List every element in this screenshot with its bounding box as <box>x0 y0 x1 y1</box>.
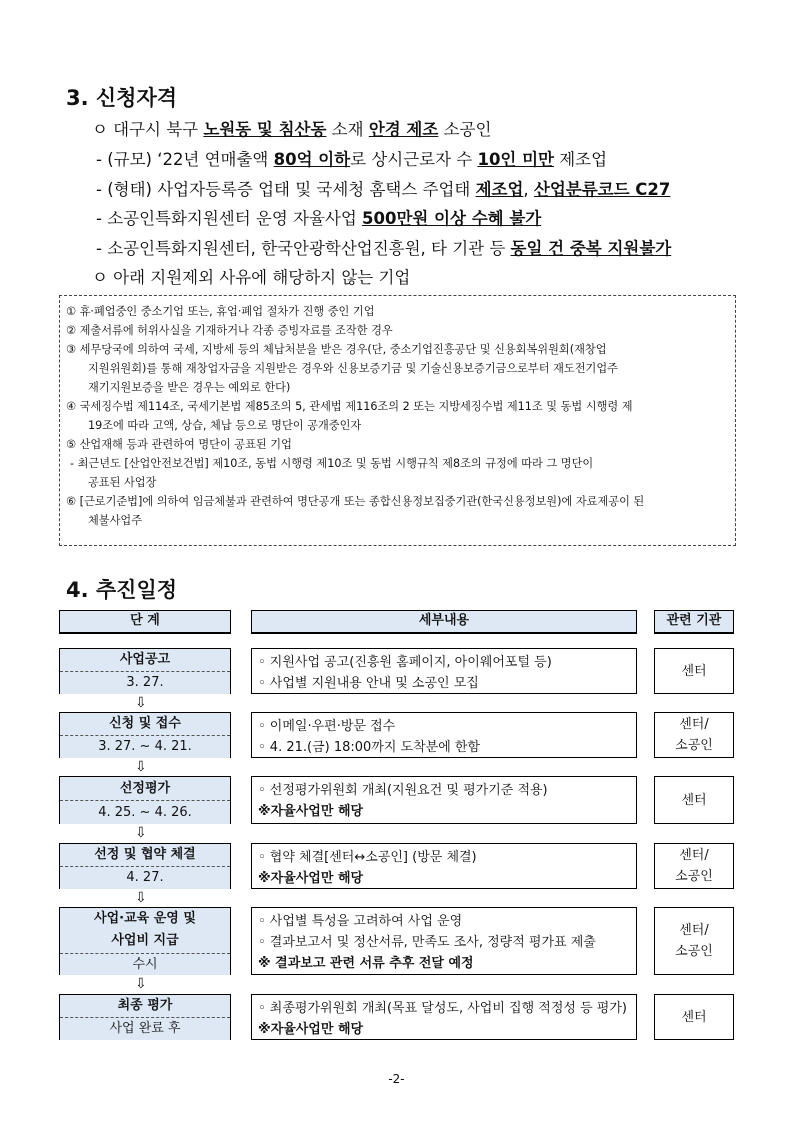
org-line: 소공인 <box>675 869 713 884</box>
exclusion-item-2: ② 제출서류에 허위사실을 기재하거나 각종 증빙자료를 조작한 경우 <box>66 324 393 337</box>
detail-selection-eval <box>251 776 637 824</box>
page-number: -2- <box>388 1072 405 1086</box>
stage-name-block <box>60 908 230 954</box>
stage-date: 3. 27. <box>60 672 230 694</box>
detail-line: ◦ 선정평가위원회 개최(지원요건 및 평가기준 적용) <box>258 783 548 798</box>
exclusion-item-4-cont: 19조에 따라 고액, 상습, 체납 등으로 명단이 공개중인자 <box>88 419 362 432</box>
stage-name: 사업공고 <box>60 649 230 672</box>
eligibility-line-1: ㅇ 대구시 북구 노원동 및 침산동 소재 안경 제조 소공인 <box>92 120 492 139</box>
stage-name: 선정 및 협약 체결 <box>60 844 230 867</box>
org-line: 센터 <box>681 663 707 679</box>
exclusion-item-5-sub-cont: 공표된 사업장 <box>88 476 157 489</box>
detail-line: ◦ 사업별 특성을 고려하여 사업 운영 <box>258 914 463 929</box>
detail-operation <box>251 907 637 975</box>
eligibility-line-4: - 소공인특화지원센터 운영 자율사업 500만원 이상 수혜 불가 <box>96 209 542 228</box>
exclusion-item-5-sub: - 최근년도 [산업안전보건법] 제10조, 동법 시행령 제10조 및 동법 시행규칙 제8조의 규정에 따라 그 명단이 <box>70 457 594 470</box>
stage-name: 선정평가 <box>60 777 230 801</box>
org-operation <box>654 907 734 975</box>
detail-note: ※자율사업만 해당 <box>258 1022 364 1037</box>
detail-line: ◦ 사업별 지원내용 안내 및 소공인 모집 <box>258 676 479 691</box>
stage-date: 4. 25. ~ 4. 26. <box>60 801 230 824</box>
stage-name: 최종 평가 <box>60 995 230 1018</box>
down-arrow-icon: ⇩ <box>135 976 147 992</box>
eligibility-line-5: - 소공인특화지원센터, 한국안광학산업진흥원, 타 기관 등 동일 건 중복 지원불가 <box>96 239 672 258</box>
org-agreement <box>654 843 734 889</box>
eligibility-line-6: ㅇ 아래 지원제외 사유에 해당하지 않는 기업 <box>92 268 411 287</box>
stage-final-eval <box>59 994 231 1040</box>
header-detail: 세부내용 <box>251 610 637 634</box>
org-line: 소공인 <box>675 944 713 959</box>
detail-announcement <box>251 648 637 694</box>
down-arrow-icon: ⇩ <box>135 759 147 775</box>
detail-line: ◦ 협약 체결[센터↔소공인] (방문 체결) <box>258 850 477 865</box>
detail-line: ◦ 이메일·우편·방문 접수 <box>258 719 396 734</box>
section3-title: 3. 신청자격 <box>66 86 178 110</box>
stage-date: 사업 완료 후 <box>60 1018 230 1040</box>
org-line: 센터/ <box>679 848 709 863</box>
detail-note: ※ 결과보고 관련 서류 추후 전달 예정 <box>258 956 474 971</box>
org-line: 센터 <box>681 1009 707 1025</box>
header-stage: 단 계 <box>59 610 231 634</box>
stage-name: 신청 및 접수 <box>60 713 230 736</box>
exclusion-item-6: ⑥ [근로기준법]에 의하여 임금체불과 관련하여 명단공개 또는 종합신용정보집중기관(한국신용정보원)에 자료제공이 된 <box>66 495 645 508</box>
org-application <box>654 712 734 758</box>
stage-agreement <box>59 843 231 889</box>
org-final-eval <box>654 994 734 1040</box>
eligibility-line-3: - (형태) 사업자등록증 업태 및 국세청 홈택스 주업태 제조업, 산업분류코드 C27 <box>96 180 671 199</box>
detail-note: ※자율사업만 해당 <box>258 871 364 886</box>
exclusion-item-3-cont-2: 재기지원보증을 받은 경우는 예외로 한다) <box>88 381 291 394</box>
detail-final-eval <box>251 994 637 1040</box>
exclusion-item-4: ④ 국세징수법 제114조, 국세기본법 제85조의 5, 관세법 제116조의 2 또는 지방세징수법 제11조 및 동법 시행령 제 <box>66 400 633 413</box>
detail-line: ◦ 지원사업 공고(진흥원 홈페이지, 아이웨어포털 등) <box>258 655 552 670</box>
stage-name: 사업비 지급 <box>111 933 179 948</box>
down-arrow-icon: ⇩ <box>135 695 147 711</box>
stage-selection-eval <box>59 776 231 824</box>
exclusion-item-5: ⑤ 산업재해 등과 관련하여 명단이 공표된 기업 <box>66 438 292 451</box>
stage-application <box>59 712 231 758</box>
exclusion-box <box>59 295 736 546</box>
org-line: 센터/ <box>679 717 709 732</box>
stage-date: 4. 27. <box>60 867 230 889</box>
eligibility-line-2: - (규모) ‘22년 연매출액 80억 이하로 상시근로자 수 10인 미만 제조업 <box>96 150 608 169</box>
org-line: 소공인 <box>675 738 713 753</box>
org-selection-eval <box>654 776 734 824</box>
stage-date: 3. 27. ~ 4. 21. <box>60 736 230 758</box>
stage-name: 사업·교육 운영 및 <box>94 911 196 926</box>
org-line: 센터 <box>681 792 707 808</box>
stage-date: 수시 <box>60 954 230 975</box>
down-arrow-icon: ⇩ <box>135 825 147 841</box>
detail-agreement <box>251 843 637 889</box>
header-org: 관련 기관 <box>654 610 734 634</box>
exclusion-item-6-cont: 체불사업주 <box>88 514 143 527</box>
detail-note: ※자율사업만 해당 <box>258 804 364 819</box>
exclusion-item-3: ③ 세무당국에 의하여 국세, 지방세 등의 체납처분을 받은 경우(단, 중소기업진흥공단 및 신용회복위원회(재창업 <box>66 343 607 356</box>
detail-line: ◦ 결과보고서 및 정산서류, 만족도 조사, 정량적 평가표 제출 <box>258 935 596 950</box>
org-line: 센터/ <box>679 923 709 938</box>
section4-title: 4. 추진일정 <box>66 578 178 602</box>
down-arrow-icon: ⇩ <box>135 890 147 906</box>
stage-operation <box>59 907 231 975</box>
stage-announcement <box>59 648 231 694</box>
detail-line: ◦ 최종평가위원회 개최(목표 달성도, 사업비 집행 적정성 등 평가) <box>258 1001 627 1016</box>
detail-application <box>251 712 637 758</box>
detail-line: ◦ 4. 21.(금) 18:00까지 도착분에 한함 <box>258 740 481 755</box>
exclusion-item-1: ① 휴·폐업중인 중소기업 또는, 휴업·폐업 절차가 진행 중인 기업 <box>66 305 375 318</box>
org-announcement <box>654 648 734 694</box>
exclusion-item-3-cont-1: 지원위원회)를 통해 재창업자금을 지원받은 경우와 신용보증기금 및 기술신용보증기금으로부터 재도전기업주 <box>88 362 618 375</box>
